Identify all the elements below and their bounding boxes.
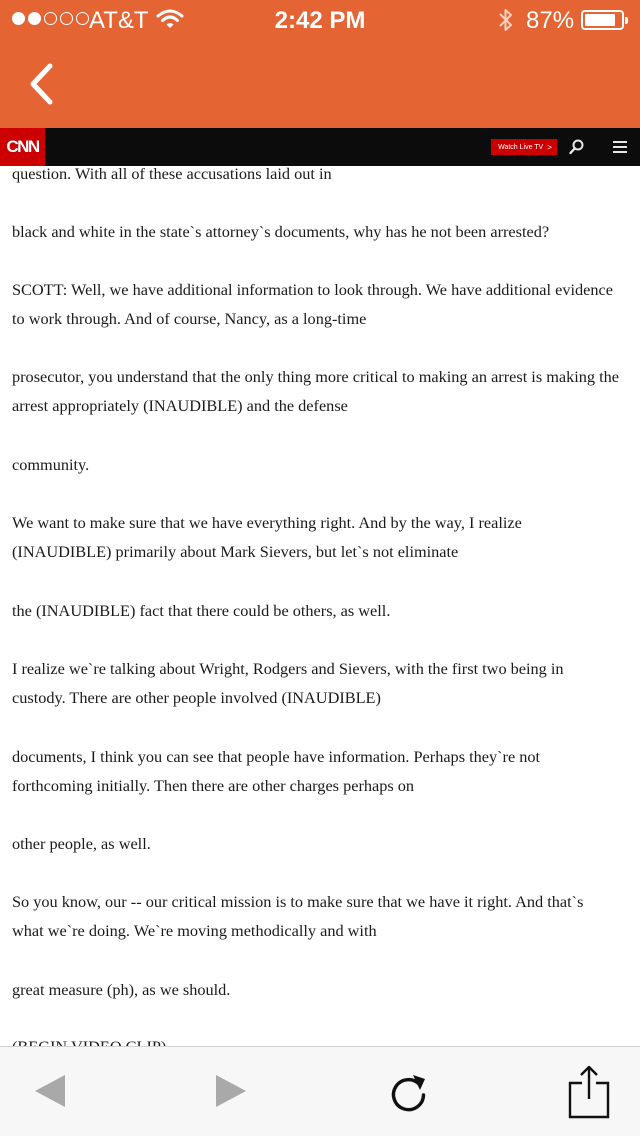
- article-paragraph: [12, 159, 638, 188]
- article-paragraph: [12, 596, 638, 625]
- article-line: forthcoming initially. Then there are other charges perhaps on: [12, 776, 415, 795]
- browser-toolbar: [0, 1046, 640, 1136]
- article-line: prosecutor, you understand that the only thing more critical to making an arrest is making the: [12, 367, 620, 386]
- watch-live-label: Watch Live TV: [498, 143, 544, 151]
- article-paragraph: [12, 362, 638, 420]
- share-icon[interactable]: [568, 1065, 610, 1119]
- article-paragraph: [12, 742, 638, 800]
- article-line: arrest appropriately (INAUDIBLE) and the defense: [12, 396, 348, 415]
- article-line: what we`re doing. We`re moving methodically and with: [12, 921, 377, 940]
- carrier-label: AT&T: [89, 7, 149, 34]
- article-line: black and white in the state`s attorney`s documents, why has he not been arrested?: [12, 222, 550, 241]
- bluetooth-icon: [497, 6, 515, 34]
- status-bar: [0, 0, 640, 40]
- article-paragraph: [12, 450, 638, 479]
- article-paragraph: [12, 275, 638, 333]
- article-line: SCOTT: Well, we have additional information to look through. We have additional evidence: [12, 280, 613, 299]
- article-body: [0, 166, 640, 1046]
- article-line: I realize we`re talking about Wright, Rodgers and Sievers, with the first two being in: [12, 659, 564, 678]
- triangle-right-icon[interactable]: [214, 1073, 248, 1109]
- article-line: We want to make sure that we have everything right. And by the way, I realize: [12, 513, 522, 532]
- hamburger-menu-icon[interactable]: [613, 141, 627, 156]
- article-line: other people, as well.: [12, 834, 151, 853]
- article-line: So you know, our -- our critical mission is to make sure that we have it right. And that`s: [12, 892, 584, 911]
- article-line: question. With all of these accusations laid out in: [12, 164, 332, 183]
- chevron-left-icon: [24, 58, 64, 110]
- article-line: custody. There are other people involved (INAUDIBLE): [12, 688, 381, 707]
- article-paragraph: [12, 829, 638, 858]
- article-line: the (INAUDIBLE) fact that there could be others, as well.: [12, 601, 391, 620]
- article-line: to work through. And of course, Nancy, as a long-time: [12, 309, 367, 328]
- battery-percentage: 87%: [526, 7, 575, 34]
- article-paragraph: [12, 508, 638, 566]
- article-line: great measure (ph), as we should.: [12, 980, 231, 999]
- navigation-bar: [0, 0, 640, 128]
- clock: 2:42 PM: [274, 7, 366, 34]
- article-paragraph: [12, 217, 638, 246]
- watch-live-arrow: >: [547, 142, 552, 152]
- article-line: community.: [12, 455, 90, 474]
- article-paragraph: [12, 975, 638, 1004]
- article-paragraph: [12, 887, 638, 945]
- article-line: documents, I think you can see that people have information. Perhaps they`re not: [12, 747, 541, 766]
- article-line: (INAUDIBLE) primarily about Mark Sievers, but let`s not eliminate: [12, 542, 459, 561]
- back-button[interactable]: [24, 58, 64, 110]
- reload-icon[interactable]: [387, 1071, 431, 1115]
- cnn-logo-text: CNN: [6, 137, 39, 156]
- watch-live-tv-button[interactable]: [491, 139, 557, 155]
- search-icon[interactable]: [569, 138, 585, 156]
- battery-icon: [581, 10, 624, 30]
- article-paragraph: [12, 654, 638, 712]
- triangle-left-icon[interactable]: [33, 1073, 67, 1109]
